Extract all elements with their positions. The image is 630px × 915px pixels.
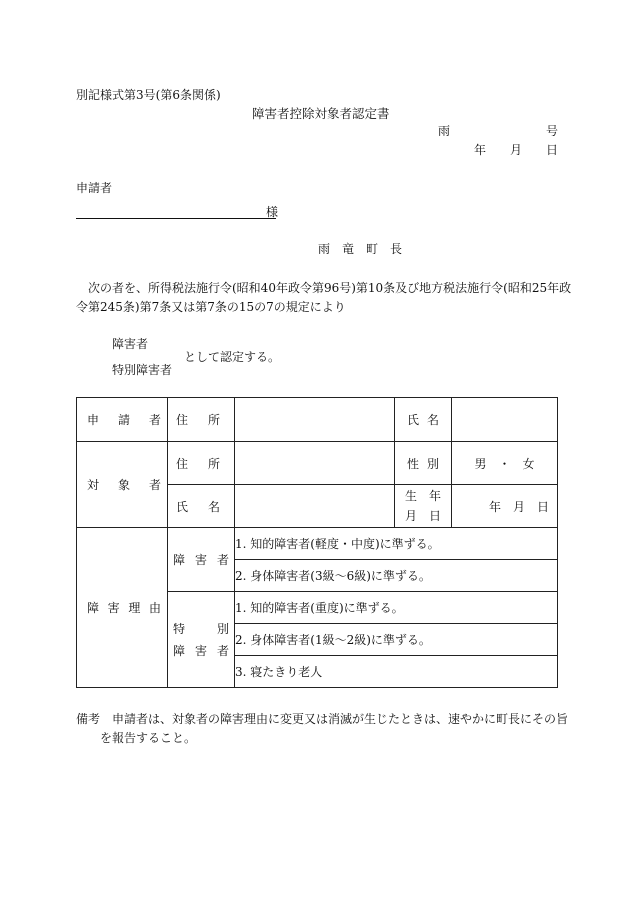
reason-row-1: [77, 528, 558, 560]
address-char-2: 所: [207, 413, 220, 427]
subject-address-label: [168, 455, 234, 472]
birthdate-label: [395, 486, 451, 526]
subject-char-1: 対: [87, 478, 100, 492]
subject-address-label-cell: [168, 442, 235, 485]
subject-address-row: [77, 442, 558, 485]
subject-char-3: 者: [148, 478, 161, 492]
name-char-2: 名: [426, 413, 439, 427]
special-label-line-2: [173, 640, 229, 662]
applicant-name-field[interactable]: [452, 398, 558, 442]
body-line-2: 令第245条)第7条又は第7条の15の7の規定により: [76, 300, 346, 314]
applicant-row: [77, 398, 558, 442]
day-label: 日: [546, 143, 559, 157]
reason-char-3: 理: [128, 601, 141, 615]
disabled-category: [173, 551, 229, 568]
notes-line-2: を報告すること。: [100, 731, 197, 745]
applicant-label: 申請者: [76, 181, 113, 195]
applicant-name-label-cell: [395, 398, 452, 442]
option-special-disabled: 特別障害者: [112, 363, 173, 377]
honorific: 様: [266, 205, 279, 219]
birthdate-label-line-2: 月 日: [404, 509, 441, 523]
special-char-2: 別: [216, 621, 229, 636]
issuer-char: 雨: [438, 124, 451, 138]
subject-name-char-2: 名: [207, 499, 220, 514]
gender-label-cell: [395, 442, 452, 485]
gender-options[interactable]: 男 ・ 女: [452, 442, 558, 485]
applicant-header-cell: [77, 398, 168, 442]
subject-name-field[interactable]: [235, 485, 395, 528]
address-char-1: 住: [176, 413, 189, 427]
subject-header: [77, 476, 167, 493]
subject-address-char-1: 住: [176, 456, 189, 471]
name-char-1: 氏: [407, 413, 420, 427]
reason-char-4: 由: [148, 601, 161, 615]
birthdate-label-line-1: 生 年: [404, 489, 441, 503]
disabled-char-3: 者: [216, 553, 229, 567]
reason-char-2: 害: [107, 601, 120, 615]
special-category: [168, 618, 234, 662]
special-char-4: 害: [194, 643, 207, 658]
applicant-char-3: 者: [148, 413, 161, 427]
gender-char-1: 性: [407, 456, 420, 471]
disabled-char-2: 害: [194, 553, 207, 567]
gender-char-2: 別: [426, 456, 439, 471]
year-label: 年: [474, 143, 487, 157]
applicant-address-label: [168, 411, 234, 428]
subject-address-field[interactable]: [235, 442, 395, 485]
subject-char-2: 象: [117, 478, 130, 492]
notes-line-1: 申請者は、対象者の障害理由に変更又は消滅が生じたときは、速やかに町長にその旨: [112, 712, 569, 726]
reason-physical-3-6[interactable]: 2. 身体障害者(3級～6級)に準ずる。: [235, 560, 558, 592]
applicant-char-2: 請: [117, 413, 130, 427]
reason-physical-1-2[interactable]: 2. 身体障害者(1級～2級)に準ずる。: [235, 624, 558, 656]
certification-table: [76, 397, 558, 688]
number-label: 号: [546, 124, 559, 138]
applicant-signature-line: [76, 218, 276, 219]
applicant-header: [77, 411, 167, 428]
authority-name: 雨 竜 町 長: [318, 242, 403, 256]
special-char-1: 特: [173, 621, 186, 636]
gender-label: [395, 455, 451, 472]
notes-label: 備考: [76, 712, 101, 726]
applicant-char-1: 申: [87, 413, 100, 427]
reason-bedridden[interactable]: 3. 寝たきり老人: [235, 656, 558, 688]
reason-header: [77, 599, 167, 616]
special-category-cell: [168, 592, 235, 688]
disabled-char-1: 障: [173, 553, 186, 567]
subject-name-label: [168, 498, 234, 515]
option-disabled: 障害者: [112, 337, 149, 351]
special-label-line-1: [173, 618, 229, 640]
certify-suffix: として認定する。: [184, 350, 281, 364]
special-char-3: 障: [173, 643, 186, 658]
body-line-1: 次の者を、所得税法施行令(昭和40年政令第96号)第10条及び地方税法施行令(昭和25年政: [88, 281, 572, 295]
subject-address-char-2: 所: [207, 456, 220, 471]
special-char-5: 者: [216, 643, 229, 658]
subject-name-char-1: 氏: [176, 499, 189, 514]
birthdate-field[interactable]: 年 月 日: [452, 485, 558, 528]
disabled-category-cell: [168, 528, 235, 592]
birthdate-label-cell: [395, 485, 452, 528]
applicant-address-field[interactable]: [235, 398, 395, 442]
subject-header-cell: [77, 442, 168, 528]
applicant-name-label: [395, 411, 451, 428]
reason-intellectual-mild[interactable]: 1. 知的障害者(軽度・中度)に準ずる。: [235, 528, 558, 560]
subject-name-label-cell: [168, 485, 235, 528]
applicant-address-label-cell: [168, 398, 235, 442]
reason-header-cell: [77, 528, 168, 688]
reason-intellectual-severe[interactable]: 1. 知的障害者(重度)に準ずる。: [235, 592, 558, 624]
document-title: 障害者控除対象者認定書: [252, 106, 390, 121]
month-label: 月: [510, 143, 523, 157]
reason-char-1: 障: [87, 601, 100, 615]
form-number: 別記様式第3号(第6条関係): [76, 88, 221, 102]
